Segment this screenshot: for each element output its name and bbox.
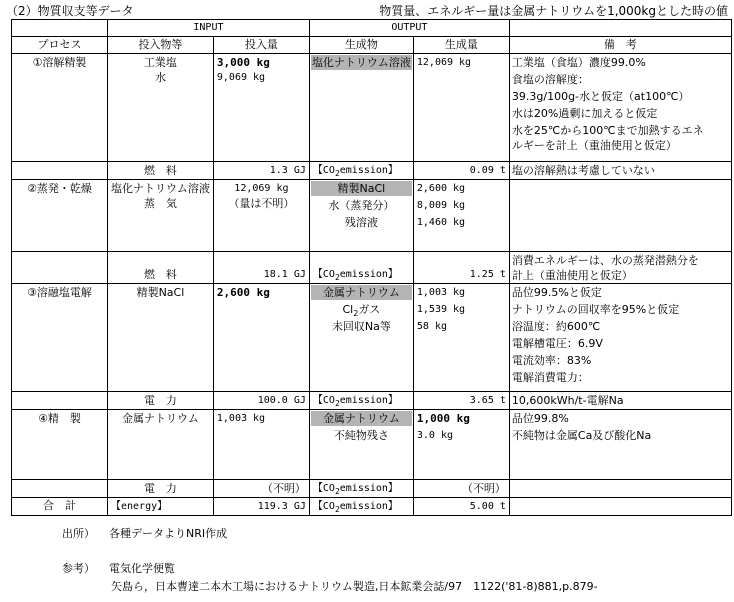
output-materials: 精製NaCl 水（蒸発分） 残溶液 [309,180,413,252]
total-input-amount: 119.3 GJ [213,498,309,516]
input-materials: 金属ナトリウム [108,410,214,480]
table-row [12,180,732,252]
process-spacer [12,480,108,498]
total-output-amount: 5.00 t [413,498,509,516]
total-remarks [509,498,731,516]
remarks [509,180,731,252]
header-output-amount: 生成量 [413,37,509,54]
fuel-amount: 18.1 GJ [213,252,309,284]
total-row [12,498,732,516]
table-row [12,252,732,284]
co2-amount: 0.09 t [413,162,509,180]
fuel-label: 燃 料 [108,162,214,180]
reference-line-1: 電気化学便覧 [109,562,175,575]
header-process: プロセス [12,37,108,54]
table-row [12,162,732,180]
process-name: ④精 製 [12,410,108,480]
output-materials: 金属ナトリウム $Cl_2$ガス 未回収Na等 [309,284,413,392]
source-note [62,525,227,541]
input-materials: 工業塩 水 [108,54,214,162]
units-note: 物質量、エネルギー量は金属ナトリウムを1,000kgとした時の値 [379,4,728,18]
table-row [12,284,732,392]
remarks-bottom [509,480,731,498]
material-balance-table [11,19,732,516]
input-amounts: 2,600 kg [213,284,309,392]
header-blank [12,20,108,37]
output-amounts: 2,600 kg 8,009 kg 1,460 kg [413,180,509,252]
section-title: （2）物質収支等データ [6,4,134,18]
input-amounts: 3,000 kg 9,069 kg [213,54,309,162]
input-amounts: 12,069 kg （量は不明） [213,180,309,252]
co2-label: 【$CO_2emission$】 [309,480,413,498]
total-input-label: 【energy】 [108,498,214,516]
power-label: 電 力 [108,392,214,410]
remarks-bottom: 塩の溶解熱は考慮していない [509,162,731,180]
output-amounts: 1,003 kg 1,539 kg 58 kg [413,284,509,392]
reference-line-2: 矢島ら，日本曹達二本木工場におけるナトリウム製造,日本鉱業会誌/97 1122('81-8)881,p.879- [111,580,598,593]
output-materials: 塩化ナトリウム溶液 [309,54,413,162]
table-row [12,54,732,162]
co2-label: 【$CO_2emission$】 [309,162,413,180]
power-label: 電 力 [108,480,214,498]
source-label: 出所） [62,527,95,540]
co2-label: 【$CO_2emission$】 [309,252,413,284]
power-amount: 100.0 GJ [213,392,309,410]
process-name: ②蒸発・乾燥 [12,180,108,252]
header-input: INPUT [108,20,310,37]
total-output-label: 【$CO_2emission$】 [309,498,413,516]
header-output-material: 生成物 [309,37,413,54]
reference-label: 参考） [62,562,95,575]
process-spacer [12,252,108,284]
table-row [12,480,732,498]
process-name: ③溶融塩電解 [12,284,108,392]
header-input-amount: 投入量 [213,37,309,54]
reference-note [62,560,175,576]
header-blank-right [509,20,731,37]
power-amount: （不明） [213,480,309,498]
process-spacer [12,392,108,410]
remarks-bottom: 消費エネルギーは、水の蒸発潜熱分を 計上（重油使用と仮定） [509,252,731,284]
remarks: 品位99.5%と仮定 ナトリウムの回収率を95%と仮定 浴温度：約600℃ 電解槽電圧：6.9V 電流効率：83% 電解消費電力： [509,284,731,392]
remarks: 工業塩（食塩）濃度99.0% 食塩の溶解度： 39.3g/100g-水と仮定（at100℃） 水は20%過剰に加えると仮定 水を25℃から100℃まで加熱するエネ ルギーを計上（重油使用と仮定） [509,54,731,162]
total-label: 合 計 [12,498,108,516]
output-amounts: 1,000 kg 3.0 kg [413,410,509,480]
co2-amount: （不明） [413,480,509,498]
co2-amount: 3.65 t [413,392,509,410]
process-spacer [12,162,108,180]
table-row [12,410,732,480]
co2-label: 【$CO_2emission$】 [309,392,413,410]
fuel-label: 燃 料 [108,252,214,284]
table-row [12,392,732,410]
fuel-amount: 1.3 GJ [213,162,309,180]
co2-amount: 1.25 t [413,252,509,284]
output-materials: 金属ナトリウム 不純物残さ [309,410,413,480]
input-materials: 塩化ナトリウム溶液 蒸 気 [108,180,214,252]
remarks: 品位99.8% 不純物は金属Ca及び酸化Na [509,410,731,480]
remarks-bottom: 10,600kWh/t-電解Na [509,392,731,410]
header-remarks: 備 考 [509,37,731,54]
input-materials: 精製NaCl [108,284,214,392]
input-amounts: 1,003 kg [213,410,309,480]
source-text: 各種データよりNRI作成 [109,527,228,540]
header-output: OUTPUT [309,20,509,37]
header-input-material: 投入物等 [108,37,214,54]
process-name: ①溶解精製 [12,54,108,162]
output-amounts: 12,069 kg [413,54,509,162]
